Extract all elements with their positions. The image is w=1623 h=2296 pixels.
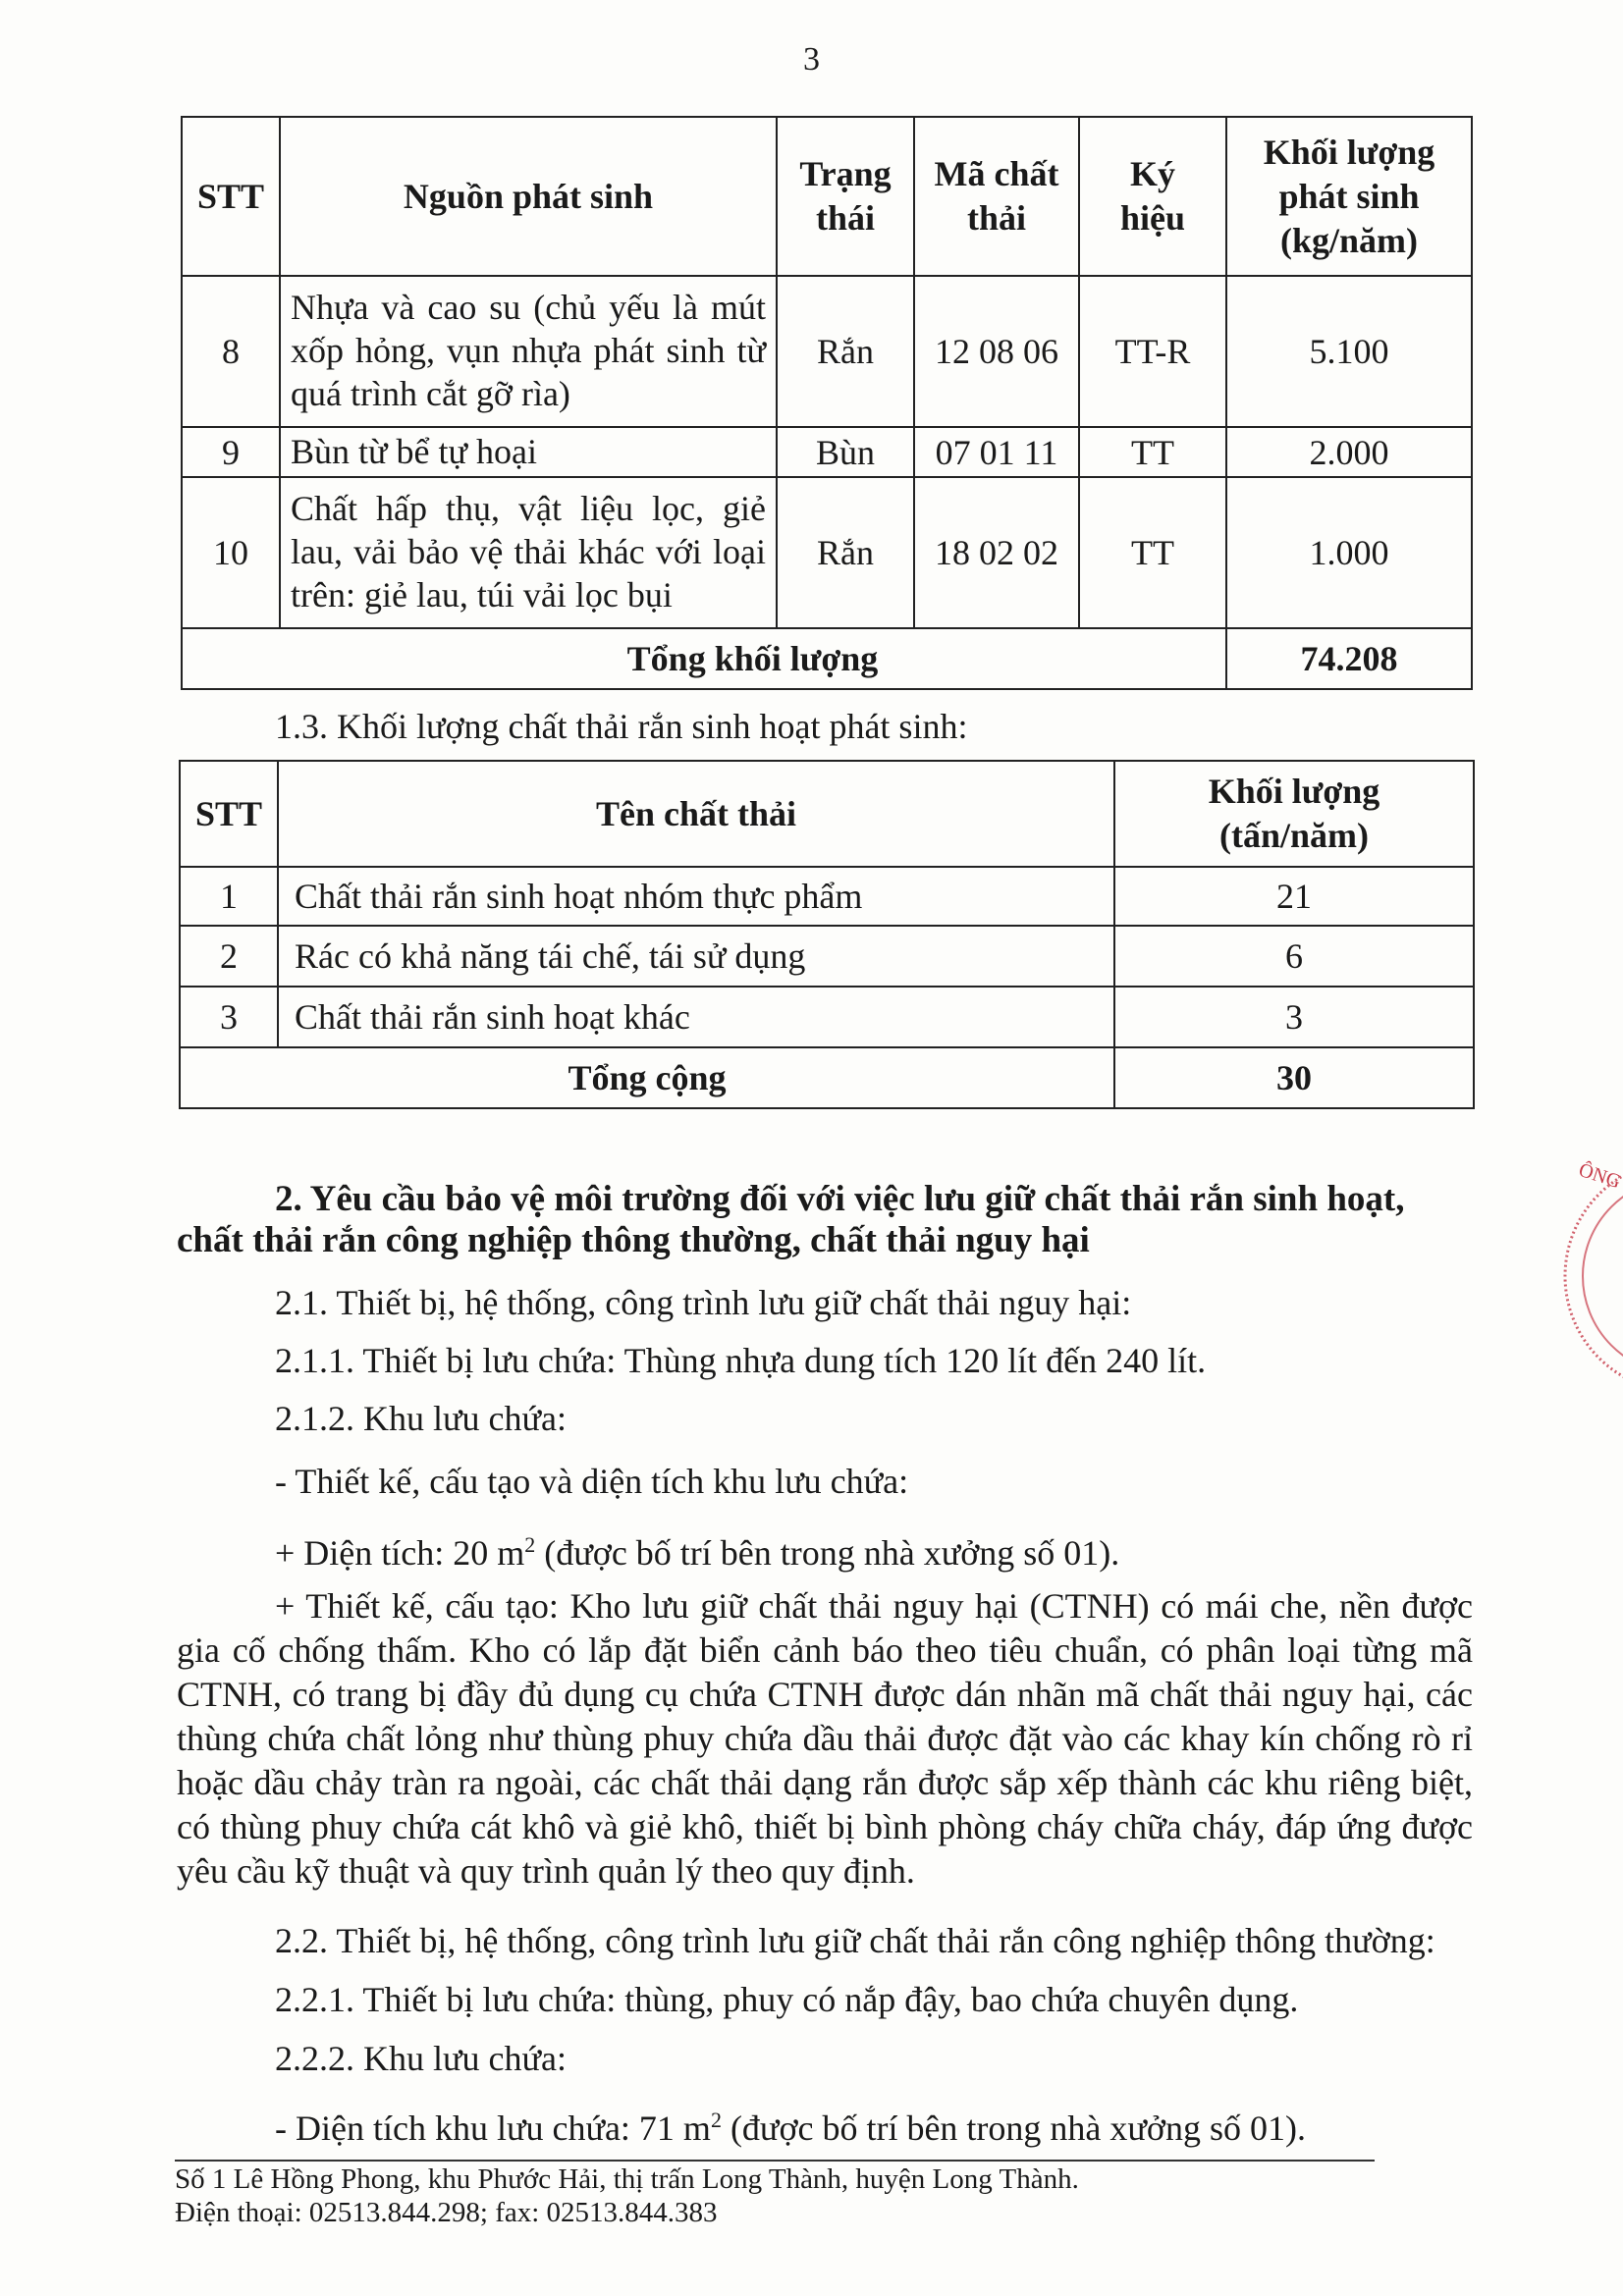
row-code: 07 01 11 <box>914 427 1079 477</box>
subsection-2-2: 2.2. Thiết bị, hệ thống, công trình lưu giữ chất thải rắn công nghiệp thông thường: <box>275 1921 1435 1960</box>
design-paragraph <box>177 1584 1473 1894</box>
row-name: Rác có khả năng tái chế, tái sử dụng <box>278 926 1114 987</box>
row-stt: 10 <box>182 477 280 628</box>
section-1-3-heading: 1.3. Khối lượng chất thải rắn sinh hoạt phát sinh: <box>275 707 968 746</box>
table-row <box>180 987 1474 1047</box>
total-label: Tổng khối lượng <box>280 628 1226 689</box>
header-qty: Khối lượng (tấn/năm) <box>1114 761 1474 867</box>
total-value: 30 <box>1114 1047 1474 1108</box>
area-line <box>275 1523 1473 1575</box>
section-2-heading-line1: 2. Yêu cầu bảo vệ môi trường đối với việc lưu giữ chất thải rắn sinh hoạt, <box>275 1179 1405 1219</box>
area2-line <box>275 2099 1473 2150</box>
area-note: (được bố trí bên trong nhà xưởng số 01). <box>535 1533 1120 1573</box>
row-stt: 9 <box>182 427 280 477</box>
footer-phone: Điện thoại: 02513.844.298; fax: 02513.844.383 <box>175 2197 718 2228</box>
row-stt: 2 <box>180 926 278 987</box>
svg-text:ÔNG: ÔNG <box>1576 1158 1623 1194</box>
total-value: 74.208 <box>1226 628 1472 689</box>
footer-divider <box>175 2160 1375 2162</box>
footer-address: Số 1 Lê Hồng Phong, khu Phước Hải, thị trấn Long Thành, huyện Long Thành. <box>175 2163 1079 2195</box>
table-header-row <box>180 761 1474 867</box>
subsection-2-1-1: 2.1.1. Thiết bị lưu chứa: Thùng nhựa dung tích 120 lít đến 240 lít. <box>275 1341 1207 1380</box>
row-mass: 2.000 <box>1226 427 1472 477</box>
row-state: Rắn <box>777 276 914 427</box>
row-symbol: TT-R <box>1079 276 1226 427</box>
row-code: 18 02 02 <box>914 477 1079 628</box>
subsection-2-2-1: 2.2.1. Thiết bị lưu chứa: thùng, phuy có nắp đậy, bao chứa chuyên dụng. <box>275 1980 1299 2019</box>
row-mass: 1.000 <box>1226 477 1472 628</box>
row-stt: 3 <box>180 987 278 1047</box>
table-row <box>180 926 1474 987</box>
table-total-row <box>182 628 1472 689</box>
row-source: Chất hấp thụ, vật liệu lọc, giẻ lau, vải bảo vệ thải khác với loại trên: giẻ lau, túi vải lọc bụi <box>280 477 777 628</box>
design-paragraph-text: + Thiết kế, cấu tạo: Kho lưu giữ chất thải nguy hại (CTNH) có mái che, nền được gia cố chống thấm. Kho có lắp đặt biển cảnh báo theo tiêu chuẩn, có phân loại từng mã CTNH, có trang bị đầy đủ dụng cụ chứa CTNH được dán nhãn mã chất thải nguy hại, các thùng chứa chất lỏng như thùng phuy chứa dầu thải được đặt vào các khay kín chống rò rỉ hoặc dầu chảy tràn ra ngoài, các chất thải dạng rắn được sắp xếp thành các khu riêng biệt, có thùng phuy chứa cát khô và giẻ khô, thiết bị bình phòng cháy chữa cháy, đáp ứng được yêu cầu kỹ thuật và quy trình quản lý theo quy định. <box>177 1586 1473 1891</box>
header-symbol: Ký hiệu <box>1079 117 1226 276</box>
header-source: Nguồn phát sinh <box>280 117 777 276</box>
row-code: 12 08 06 <box>914 276 1079 427</box>
area-text: + Diện tích: 20 m <box>275 1533 525 1573</box>
subsection-2-1: 2.1. Thiết bị, hệ thống, công trình lưu giữ chất thải nguy hại: <box>275 1283 1132 1322</box>
row-qty: 6 <box>1114 926 1474 987</box>
header-stt: STT <box>180 761 278 867</box>
area2-note: (được bố trí bên trong nhà xưởng số 01). <box>721 2109 1306 2148</box>
header-state: Trạng thái <box>777 117 914 276</box>
subsection-2-1-2: 2.1.2. Khu lưu chứa: <box>275 1399 567 1438</box>
row-state: Rắn <box>777 477 914 628</box>
domestic-waste-table <box>179 760 1475 1109</box>
table-row <box>182 477 1472 628</box>
row-mass: 5.100 <box>1226 276 1472 427</box>
table-row <box>182 276 1472 427</box>
row-symbol: TT <box>1079 477 1226 628</box>
row-stt: 8 <box>182 276 280 427</box>
table-total-row <box>180 1047 1474 1108</box>
official-seal-stamp <box>1563 1129 1623 1423</box>
area2-text: - Diện tích khu lưu chứa: 71 m <box>275 2109 711 2148</box>
header-mass: Khối lượng phát sinh (kg/năm) <box>1226 117 1472 276</box>
row-symbol: TT <box>1079 427 1226 477</box>
row-source: Nhựa và cao su (chủ yếu là mút xốp hỏng, vụn nhựa phát sinh từ quá trình cắt gỡ rìa) <box>280 276 777 427</box>
header-stt: STT <box>182 117 280 276</box>
area2-superscript: 2 <box>710 2108 722 2132</box>
header-code: Mã chất thải <box>914 117 1079 276</box>
row-name: Chất thải rắn sinh hoạt khác <box>278 987 1114 1047</box>
total-label: Tổng cộng <box>180 1047 1114 1108</box>
waste-generation-table <box>181 116 1473 690</box>
subsection-2-2-2: 2.2.2. Khu lưu chứa: <box>275 2039 567 2078</box>
row-name: Chất thải rắn sinh hoạt nhóm thực phẩm <box>278 867 1114 926</box>
area-superscript: 2 <box>524 1532 536 1557</box>
header-name: Tên chất thải <box>278 761 1114 867</box>
row-stt: 1 <box>180 867 278 926</box>
table-header-row <box>182 117 1472 276</box>
row-qty: 3 <box>1114 987 1474 1047</box>
row-source: Bùn từ bể tự hoại <box>280 427 777 477</box>
design-item: - Thiết kế, cấu tạo và diện tích khu lưu chứa: <box>275 1462 909 1501</box>
row-qty: 21 <box>1114 867 1474 926</box>
section-2-heading-line2: chất thải rắn công nghiệp thông thường, chất thải nguy hại <box>177 1220 1090 1260</box>
page-number: 3 <box>803 41 820 78</box>
table-row <box>182 427 1472 477</box>
table-row <box>180 867 1474 926</box>
row-state: Bùn <box>777 427 914 477</box>
